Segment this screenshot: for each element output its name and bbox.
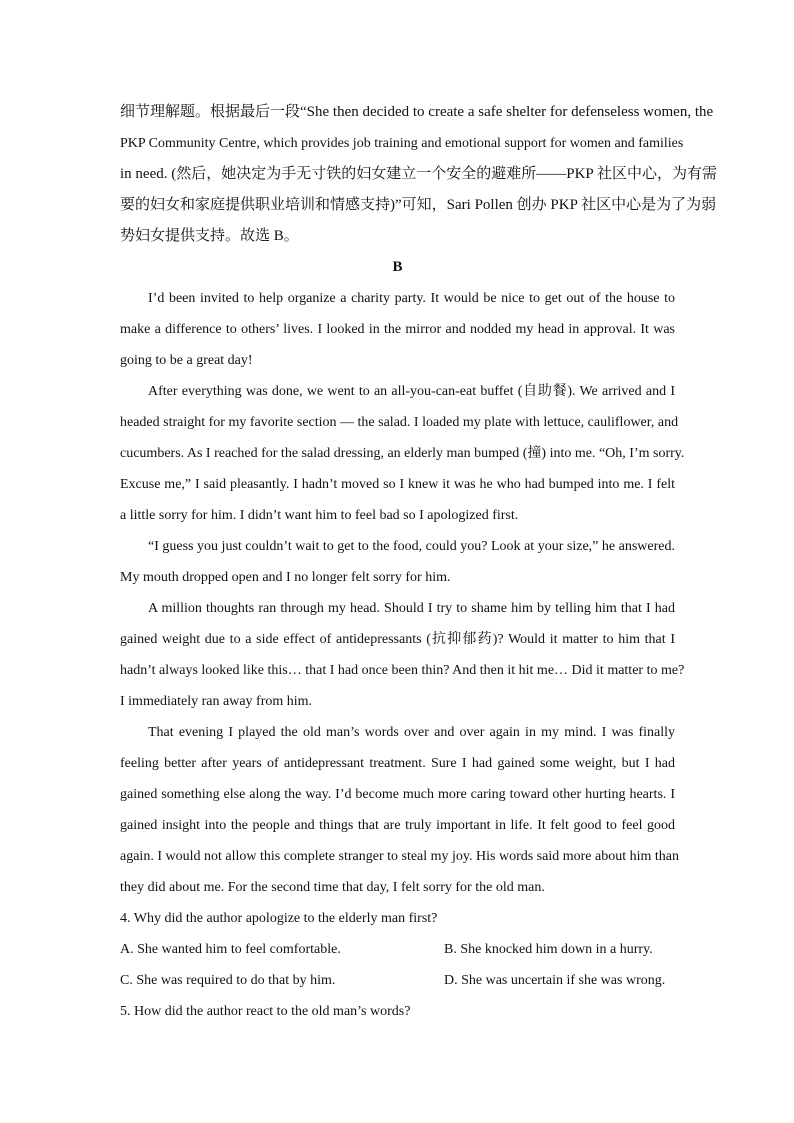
passage-line: After everything was done, we went to an all-you-can-eat buffet (自助餐). We arrived and I bbox=[148, 384, 675, 399]
paragraph bbox=[120, 531, 675, 593]
document-page bbox=[120, 97, 717, 1027]
paragraph bbox=[120, 283, 675, 376]
option-row bbox=[120, 965, 675, 996]
passage-line: Excuse me,” I said pleasantly. I hadn’t moved so I knew it was he who had bumped into me. I felt bbox=[120, 477, 675, 492]
passage-line: going to be a great day! bbox=[120, 353, 253, 368]
section-heading: B bbox=[392, 259, 403, 275]
passage-line: a little sorry for him. I didn’t want him to feel bad so I apologized first. bbox=[120, 508, 519, 523]
option-a: A. She wanted him to feel comfortable. bbox=[120, 942, 341, 957]
passage-line: gained something else along the way. I’d become much more caring toward other hurting hearts. I bbox=[120, 787, 675, 802]
passage-line: hadn’t always looked like this… that I had once been thin? And then it hit me… Did it matter to me? bbox=[120, 663, 685, 678]
passage-line: again. I would not allow this complete stranger to steal my joy. His words said more about him than bbox=[120, 849, 679, 864]
passage-line: gained weight due to a side effect of antidepressants (抗抑郁药)? Would it matter to him that I bbox=[120, 632, 675, 647]
explanation-line: 要的妇女和家庭提供职业培训和情感支持)”可知，Sari Pollen 创办 PKP 社区中心是为了为弱 bbox=[120, 197, 717, 213]
paragraph bbox=[120, 376, 685, 531]
question-stem: 5. How did the author react to the old man’s words? bbox=[120, 1004, 411, 1019]
passage-line: make a difference to others’ lives. I looked in the mirror and nodded my head in approval. It was bbox=[120, 322, 675, 337]
paragraph bbox=[120, 593, 685, 717]
question-stem: 4. Why did the author apologize to the elderly man first? bbox=[120, 911, 438, 926]
answer-explanation bbox=[120, 97, 717, 252]
passage-line: feeling better after years of antidepressant treatment. Sure I had gained some weight, but I had bbox=[120, 756, 675, 771]
explanation-line: PKP Community Centre, which provides job training and emotional support for women and families bbox=[120, 136, 684, 151]
passage-line: That evening I played the old man’s words over and over again in my mind. I was finally bbox=[148, 725, 675, 740]
question-5 bbox=[120, 996, 675, 1027]
explanation-line: 势妇女提供支持。故选 B。 bbox=[120, 228, 299, 244]
explanation-line: 细节理解题。根据最后一段“She then decided to create a safe shelter for defenseless women, the bbox=[120, 104, 714, 120]
option-c: C. She was required to do that by him. bbox=[120, 973, 336, 988]
passage-line: gained insight into the people and things that are truly important in life. It felt good to feel good bbox=[120, 818, 675, 833]
passage-line: My mouth dropped open and I no longer felt sorry for him. bbox=[120, 570, 451, 585]
passage-line: they did about me. For the second time that day, I felt sorry for the old man. bbox=[120, 880, 545, 895]
explanation-line: in need. (然后，她决定为手无寸铁的妇女建立一个安全的避难所——PKP 社区中心，为有需 bbox=[120, 166, 717, 182]
question-4 bbox=[120, 903, 675, 996]
paragraph bbox=[120, 717, 679, 903]
passage-line: A million thoughts ran through my head. Should I try to shame him by telling him that I had bbox=[148, 601, 675, 616]
option-row bbox=[120, 934, 675, 965]
option-d: D. She was uncertain if she was wrong. bbox=[444, 973, 666, 988]
passage-line: I’d been invited to help organize a charity party. It would be nice to get out of the house to bbox=[148, 291, 675, 306]
passage bbox=[120, 283, 685, 903]
passage-line: headed straight for my favorite section — the salad. I loaded my plate with lettuce, cauliflower, and bbox=[120, 415, 679, 430]
passage-line: I immediately ran away from him. bbox=[120, 694, 313, 709]
option-b: B. She knocked him down in a hurry. bbox=[444, 942, 653, 957]
passage-line: “I guess you just couldn’t wait to get to the food, could you? Look at your size,” he answered. bbox=[148, 539, 675, 554]
passage-line: cucumbers. As I reached for the salad dressing, an elderly man bumped (撞) into me. “Oh, I’m sorry. bbox=[120, 446, 685, 461]
